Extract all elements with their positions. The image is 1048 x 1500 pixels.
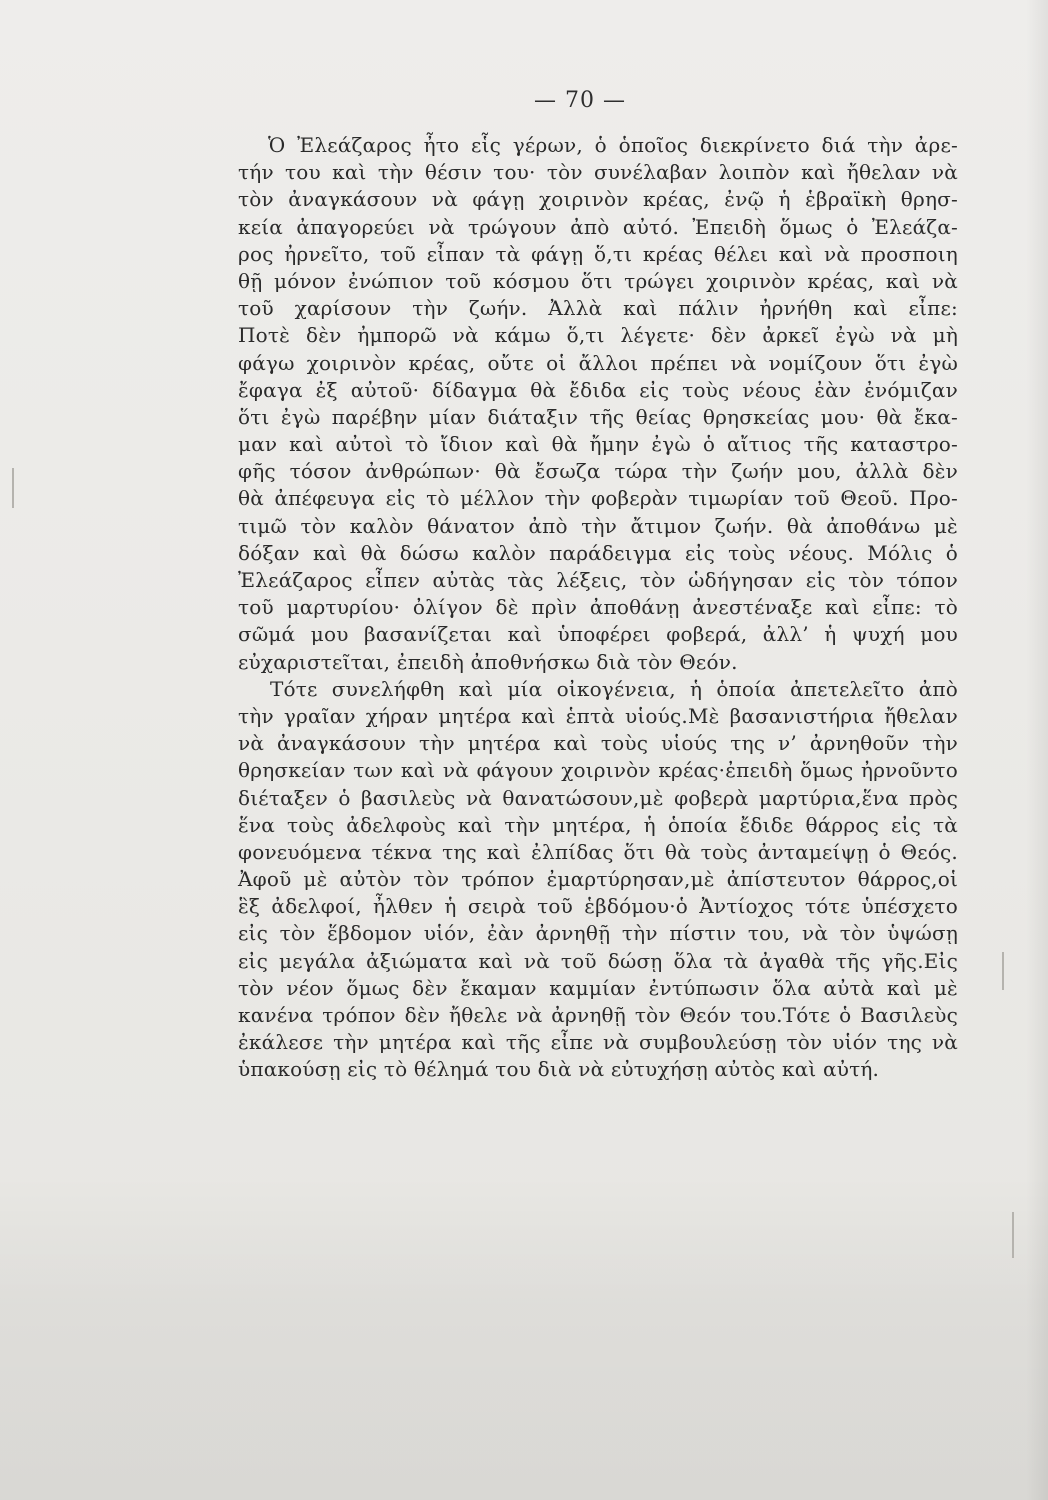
text-line: σῶμά μου βασανίζεται καὶ ὑποφέρει φοβερά, ἀλλ’ ἡ ψυχή μου xyxy=(238,622,958,647)
page-number: — 70 — xyxy=(534,88,626,113)
text-line: κεία ἀπαγορεύει νὰ τρώγουν ἀπὸ αὐτό. Ἐπειδὴ ὅμως ὁ Ἐλεάζα- xyxy=(238,214,958,239)
text-line: Ἀφοῦ μὲ αὐτὸν τὸν τρόπον ἐμαρτύρησαν,μὲ ἀπίστευτον θάρρος,οἱ xyxy=(238,867,958,892)
paper-edge-shadow xyxy=(1026,0,1048,1500)
text-line: ρος ἠρνεῖτο, τοῦ εἶπαν τὰ φάγῃ ὅ,τι κρέας θέλει καὶ νὰ προσποιη xyxy=(238,241,958,266)
text-line: εἰς τὸν ἕβδομον υἱόν, ἐὰν ἀρνηθῇ τὴν πίστιν του, νὰ τὸν ὑψώσῃ xyxy=(238,921,958,946)
text-line: ὑπακούσῃ εἰς τὸ θέλημά του διὰ νὰ εὐτυχήσῃ αὐτὸς καὶ αὐτή. xyxy=(238,1057,880,1082)
text-line: ἕνα τοὺς ἀδελφοὺς καὶ τὴν μητέρα, ἡ ὁποία ἔδιδε θάρρος εἰς τὰ xyxy=(238,812,958,837)
margin-mark xyxy=(1012,1212,1014,1258)
text-line: Ἐλεάζαρος εἶπεν αὐτὰς τὰς λέξεις, τὸν ὡδήγησαν εἰς τὸν τόπον xyxy=(238,568,958,592)
text-line: τοῦ μαρτυρίου· ὀλίγον δὲ πρὶν ἀποθάνῃ ἀνεστέναξε καὶ εἶπε: τὸ xyxy=(238,595,958,620)
text-line: τοῦ χαρίσουν τὴν ζωήν. Ἀλλὰ καὶ πάλιν ἠρνήθη καὶ εἶπε: xyxy=(238,296,958,321)
text-line: εὐχαριστεῖται, ἐπειδὴ ἀποθνήσκω διὰ τὸν Θεόν. xyxy=(238,649,738,674)
text-line: τὸν νέον ὅμως δὲν ἔκαμαν καμμίαν ἐντύπωσιν ὅλα αὐτὰ καὶ μὲ xyxy=(238,975,958,1000)
text-line: τήν του καὶ τὴν θέσιν του· τὸν συνέλαβαν λοιπὸν καὶ ἤθελαν νὰ xyxy=(238,160,958,185)
text-line: ἔφαγα ἐξ αὐτοῦ· δίδαγμα θὰ ἔδιδα εἰς τοὺς νέους ἐὰν ἐνόμιζαν xyxy=(238,377,958,402)
text-line: θὰ ἀπέφευγα εἰς τὸ μέλλον τὴν φοβερὰν τιμωρίαν τοῦ Θεοῦ. Προ- xyxy=(238,486,958,511)
text-line: θρησκείαν των καὶ νὰ φάγουν χοιρινὸν κρέας·ἐπειδὴ ὅμως ἠρνοῦντο xyxy=(238,758,958,783)
margin-mark xyxy=(12,468,14,508)
body-text xyxy=(238,132,958,1084)
text-line: διέταξεν ὁ βασιλεὺς νὰ θανατώσουν,μὲ φοβερὰ μαρτύρια,ἕνα πρὸς xyxy=(238,785,958,810)
text-line: νὰ ἀναγκάσουν τὴν μητέρα καὶ τοὺς υἱούς της ν’ ἀρνηθοῦν τὴν xyxy=(238,731,958,756)
text-line: Ποτὲ δὲν ἠμπορῶ νὰ κάμω ὅ,τι λέγετε· δὲν ἀρκεῖ ἐγὼ νὰ μὴ xyxy=(238,323,958,348)
text-line: ὅτι ἐγὼ παρέβην μίαν διάταξιν τῆς θείας θρησκείας μου· θὰ ἔκα- xyxy=(238,404,958,429)
text-line: φῆς τόσον ἀνθρώπων· θὰ ἔσωζα τώρα τὴν ζωήν μου, ἀλλὰ δὲν xyxy=(238,459,958,484)
margin-mark xyxy=(1002,952,1004,990)
text-line: ἓξ ἀδελφοί, ἦλθεν ἡ σειρὰ τοῦ ἑβδόμου·ὁ Ἀντίοχος τότε ὑπέσχετο xyxy=(238,894,958,919)
text-line: τὴν γραῖαν χήραν μητέρα καὶ ἑπτὰ υἱούς.Μὲ βασανιστήρια ἤθελαν xyxy=(238,703,958,728)
text-line: Τότε συνελήφθη καὶ μία οἰκογένεια, ἡ ὁποία ἀπετελεῖτο ἀπὸ xyxy=(270,676,958,701)
text-line: εἰς μεγάλα ἀξιώματα καὶ νὰ τοῦ δώσῃ ὅλα τὰ ἀγαθὰ τῆς γῆς.Εἰς xyxy=(238,948,958,973)
text-line: δόξαν καὶ θὰ δώσω καλὸν παράδειγμα εἰς τοὺς νέους. Μόλις ὁ xyxy=(238,540,958,565)
text-line: θῇ μόνον ἐνώπιον τοῦ κόσμου ὅτι τρώγει χοιρινὸν κρέας, καὶ νὰ xyxy=(238,268,958,293)
text-line: τὸν ἀναγκάσουν νὰ φάγῃ χοιρινὸν κρέας, ἐνῷ ἡ ἑβραϊκὴ θρησ- xyxy=(238,187,958,212)
text-line: φάγω χοιρινὸν κρέας, οὔτε οἱ ἄλλοι πρέπει νὰ νομίζουν ὅτι ἐγὼ xyxy=(238,350,958,375)
text-line: φονευόμενα τέκνα της καὶ ἐλπίδας ὅτι θὰ τοὺς ἀνταμείψῃ ὁ Θεός. xyxy=(238,839,958,864)
text-line: τιμῶ τὸν καλὸν θάνατον ἀπὸ τὴν ἄτιμον ζωήν. θὰ ἀποθάνω μὲ xyxy=(238,513,958,538)
paper-fold-shadow xyxy=(0,1175,1048,1500)
text-line: Ὁ Ἐλεάζαρος ἦτο εἷς γέρων, ὁ ὁποῖος διεκρίνετο διά τὴν ἀρε- xyxy=(268,133,958,157)
text-line: μαν καὶ αὐτοὶ τὸ ἴδιον καὶ θὰ ἤμην ἐγὼ ὁ αἴτιος τῆς καταστρο- xyxy=(238,432,958,457)
text-line: ἐκάλεσε τὴν μητέρα καὶ τῆς εἶπε νὰ συμβουλεύσῃ τὸν υἱόν της νὰ xyxy=(238,1030,958,1055)
text-line: κανένα τρόπον δὲν ἤθελε νὰ ἀρνηθῇ τὸν Θεόν του.Τότε ὁ Βασιλεὺς xyxy=(238,1003,958,1027)
